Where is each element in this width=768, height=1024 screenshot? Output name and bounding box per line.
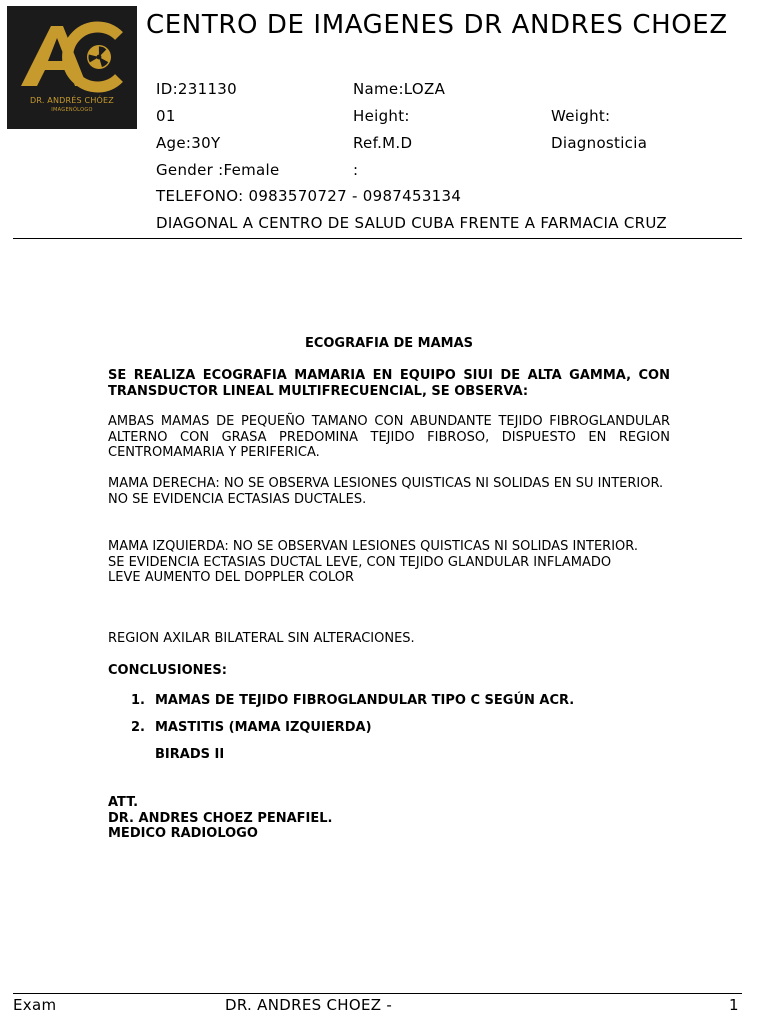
signature-att: ATT. bbox=[108, 795, 139, 810]
logo-doctor-name: DR. ANDRÉS CHÓEZ bbox=[29, 96, 114, 105]
right-breast-ducts: NO SE EVIDENCIA ECTASIAS DUCTALES. bbox=[108, 491, 367, 507]
left-breast-lesions: MAMA IZQUIERDA: NO SE OBSERVAN LESIONES QUISTICAS NI SOLIDAS INTERIOR. bbox=[108, 539, 638, 554]
footer-divider bbox=[13, 993, 742, 994]
findings-right-breast bbox=[108, 476, 670, 507]
patient-id-continuation: 01 bbox=[156, 107, 176, 125]
report-intro: SE REALIZA ECOGRAFIA MAMARIA EN EQUIPO SIUI DE ALTA GAMMA, CON TRANSDUCTOR LINEAL MULTIFRECUENCIAL, SE OBSERVA: bbox=[108, 368, 670, 399]
birads-category: BIRADS II bbox=[155, 747, 225, 762]
footer-page-number: 1 bbox=[729, 996, 739, 1014]
left-breast-ducts: SE EVIDENCIA ECTASIAS DUCTAL LEVE, CON TEJIDO GLANDULAR INFLAMADO bbox=[108, 554, 612, 570]
patient-name: Name:LOZA bbox=[353, 80, 446, 98]
report-title: ECOGRAFIA DE MAMAS bbox=[304, 336, 474, 351]
signature-block bbox=[108, 795, 670, 842]
conclusion-text: MASTITIS (MAMA IZQUIERDA) bbox=[155, 720, 372, 735]
patient-id: ID:231130 bbox=[156, 80, 237, 98]
patient-weight: Weight: bbox=[551, 107, 611, 125]
diagnosis-label: Diagnosticia bbox=[551, 134, 648, 152]
clinic-phone: TELEFONO: 0983570727 - 0987453134 bbox=[156, 187, 462, 205]
signature-role: MEDICO RADIOLOGO bbox=[108, 826, 258, 841]
conclusion-number: 2. bbox=[131, 720, 145, 735]
referring-md: Ref.M.D bbox=[353, 134, 413, 152]
findings-axillary: REGION AXILAR BILATERAL SIN ALTERACIONES. bbox=[108, 631, 415, 646]
conclusion-item bbox=[131, 720, 671, 736]
patient-age: Age:30Y bbox=[156, 134, 221, 152]
clinic-logo bbox=[7, 6, 137, 129]
footer-doctor: DR. ANDRES CHOEZ - bbox=[225, 996, 393, 1014]
left-breast-doppler: LEVE AUMENTO DEL DOPPLER COLOR bbox=[108, 570, 355, 585]
conclusions-label: CONCLUSIONES: bbox=[108, 663, 227, 678]
clinic-address: DIAGONAL A CENTRO DE SALUD CUBA FRENTE A FARMACIA CRUZ bbox=[156, 214, 667, 232]
patient-gender: Gender :Female bbox=[156, 161, 280, 179]
header-divider bbox=[13, 238, 742, 239]
findings-left-breast bbox=[108, 539, 670, 586]
signature-doctor: DR. ANDRES CHOEZ PENAFIEL. bbox=[108, 810, 333, 826]
findings-general: AMBAS MAMAS DE PEQUEÑO TAMANO CON ABUNDANTE TEJIDO FIBROGLANDULAR ALTERNO CON GRASA PREDOMINA TEJIDO FIBROSO, DISPUESTO EN REGION CENTROMAMARIA Y PERIFERICA. bbox=[108, 414, 670, 460]
logo-subtitle: IMAGENÓLOGO bbox=[51, 107, 93, 113]
conclusion-text: MAMAS DE TEJIDO FIBROGLANDULAR TIPO C SEGÚN ACR. bbox=[155, 693, 575, 708]
radiation-icon bbox=[85, 44, 111, 69]
clinic-name: CENTRO DE IMAGENES DR ANDRES CHOEZ bbox=[146, 10, 728, 40]
conclusion-item bbox=[131, 693, 671, 709]
conclusion-number: 1. bbox=[131, 693, 145, 708]
footer-exam-label: Exam bbox=[13, 996, 57, 1014]
patient-height: Height: bbox=[353, 107, 410, 125]
right-breast-lesions: MAMA DERECHA: NO SE OBSERVA LESIONES QUISTICAS NI SOLIDAS EN SU INTERIOR. bbox=[108, 476, 664, 491]
field-colon: : bbox=[353, 161, 359, 179]
